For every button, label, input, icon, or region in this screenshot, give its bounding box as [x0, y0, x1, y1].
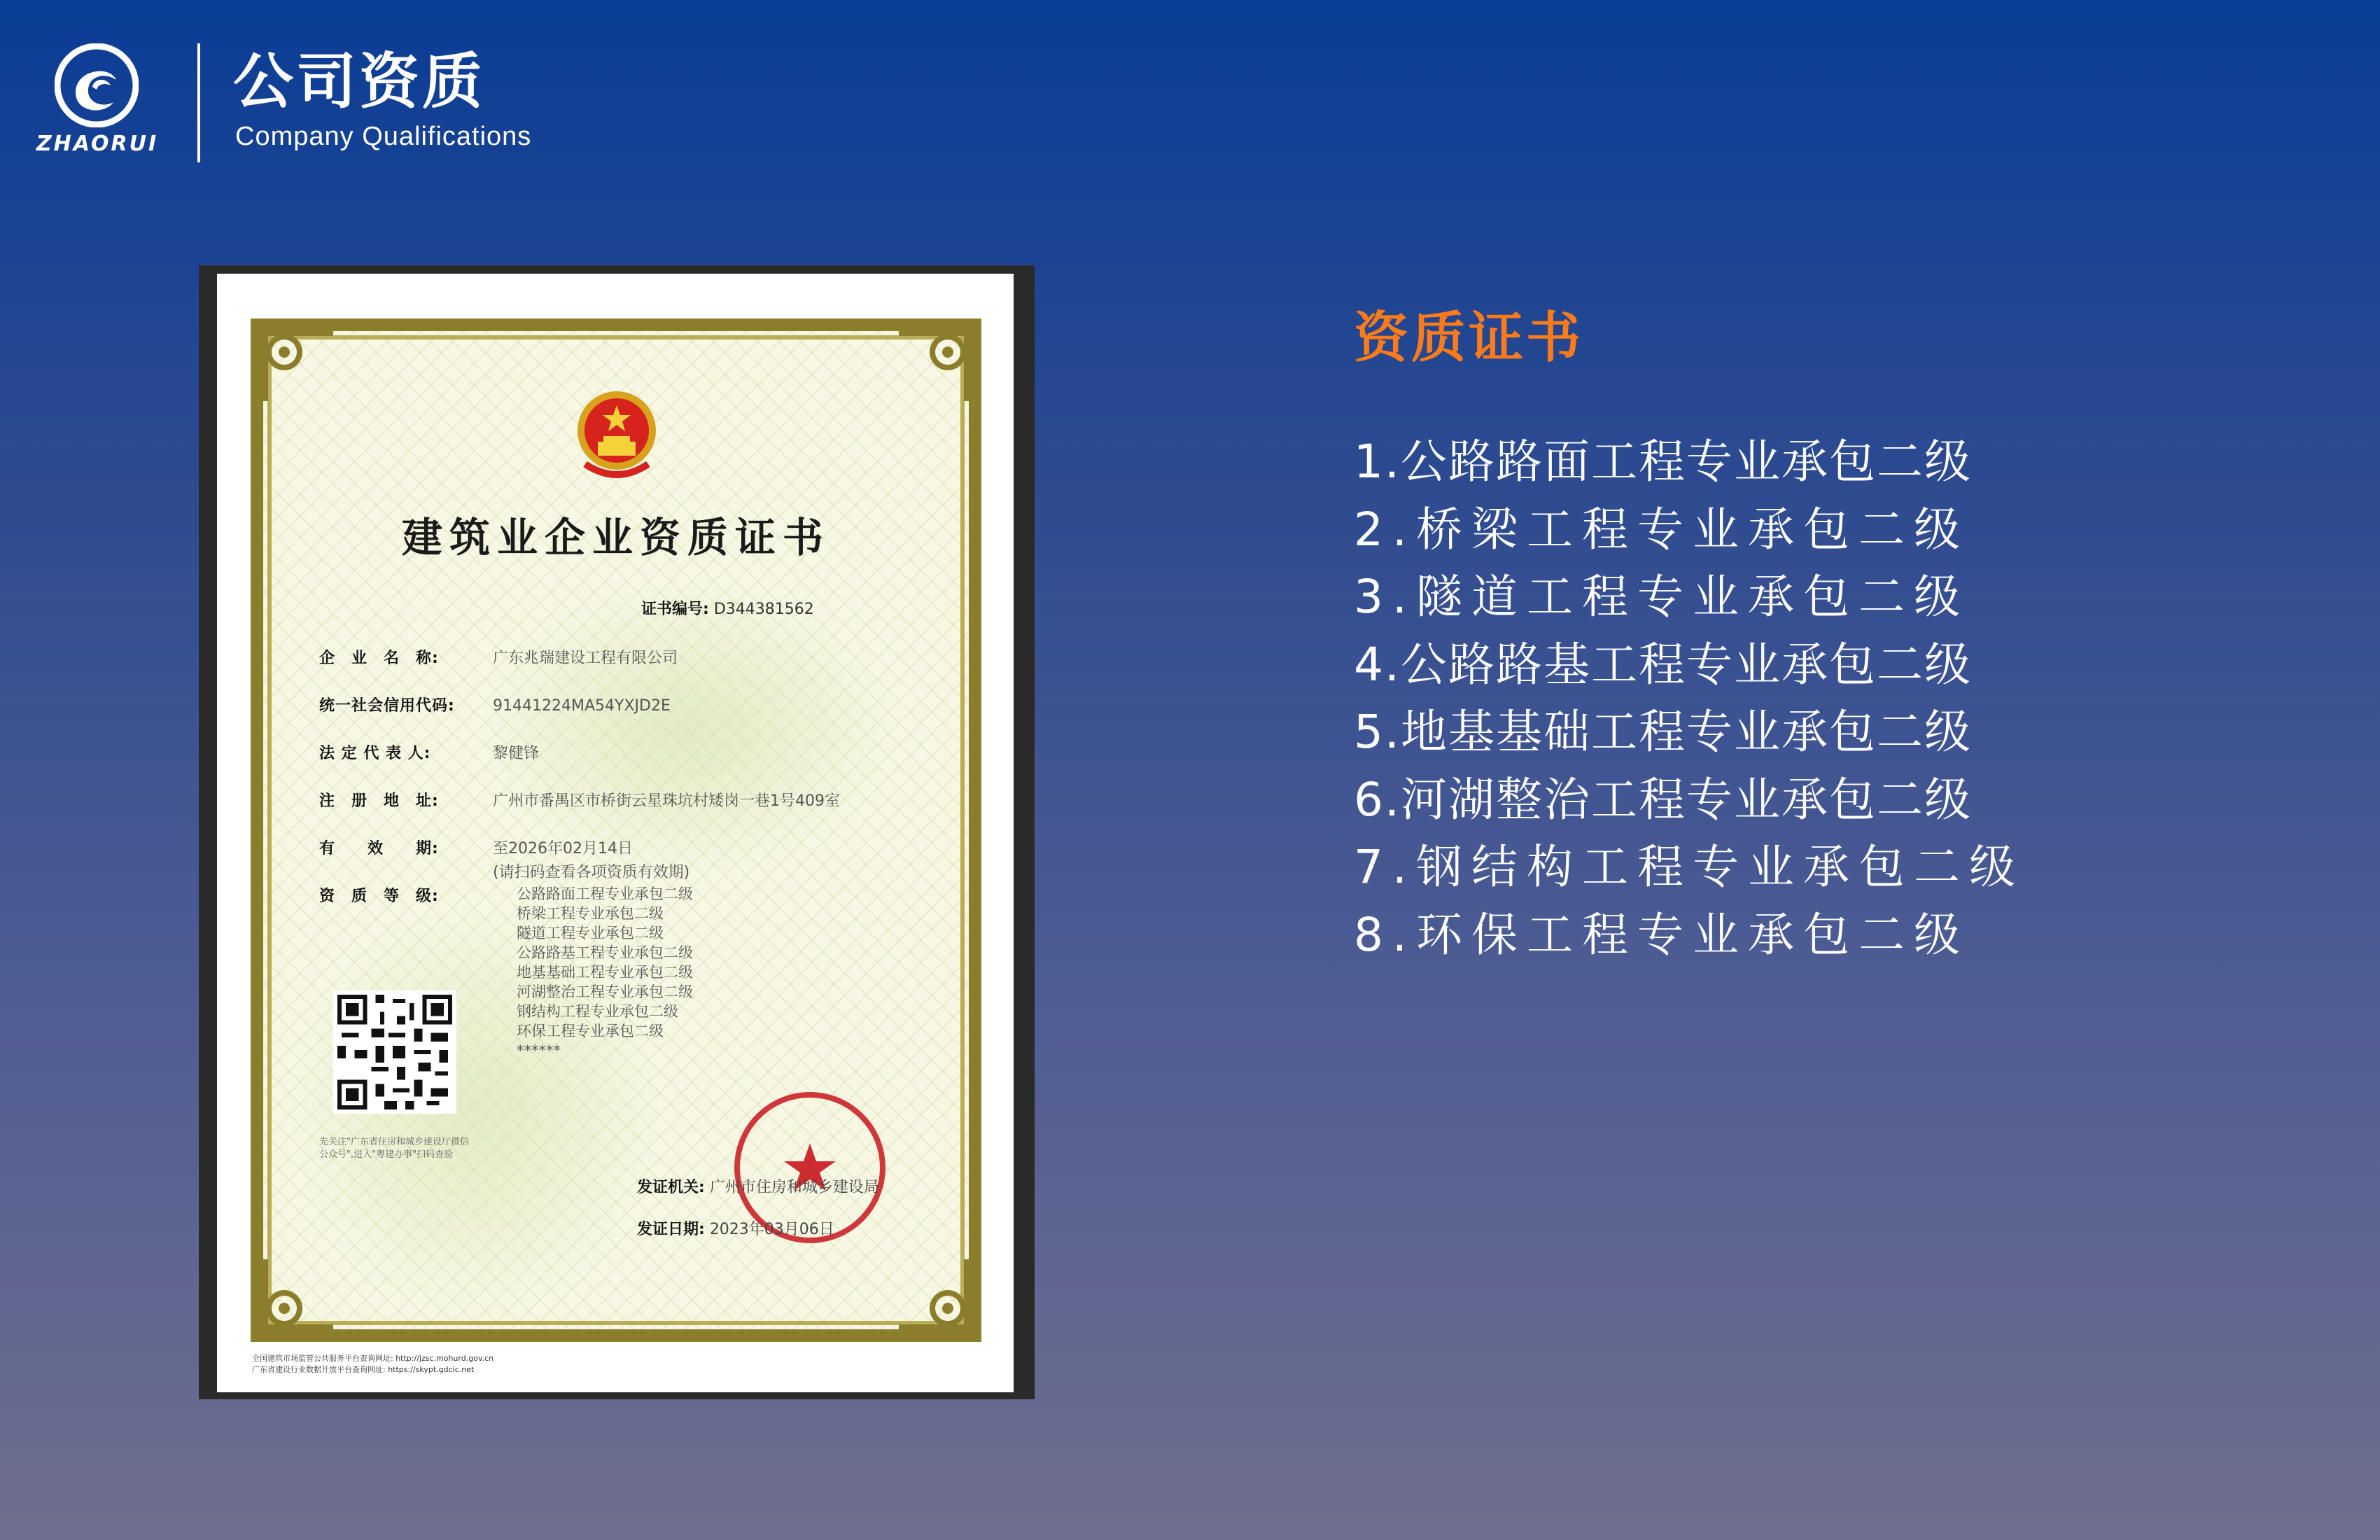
field-company-name [319, 646, 678, 668]
certificate-number-label: 证书编号: [641, 601, 709, 618]
qualification-item: 2.桥梁工程专业承包二级 [1354, 502, 1969, 556]
field-label: 有 效 期: [319, 840, 439, 858]
field-label: 统一社会信用代码: [319, 697, 455, 715]
qualification-item: 7.钢结构工程专业承包二级 [1354, 840, 2024, 894]
ornament-corner-icon [892, 324, 976, 408]
issuer-label: 发证机关: [637, 1179, 705, 1196]
footnote-line: 广东省建设行业数据开放平台查询网址: https://skypt.gdcic.net [252, 1365, 475, 1374]
level-item: 隧道工程专业承包二级 [517, 925, 664, 941]
qr-code-icon [333, 990, 456, 1114]
level-item: 环保工程专业承包二级 [517, 1023, 664, 1040]
level-item: 钢结构工程专业承包二级 [517, 1003, 678, 1020]
national-emblem-icon [571, 387, 662, 485]
issue-date-label: 发证日期: [637, 1221, 705, 1238]
level-item: 公路路基工程专业承包二级 [517, 944, 693, 961]
qualification-heading: 资质证书 [1354, 307, 1584, 370]
page-title: 公司资质 [233, 47, 485, 117]
level-item: 公路路面工程专业承包二级 [517, 886, 693, 902]
field-validity [319, 836, 633, 858]
certificate-issuer [637, 1175, 879, 1197]
brand-wordmark: ZHAORUI [36, 132, 159, 156]
field-value: 广东兆瑞建设工程有限公司 [493, 650, 678, 667]
certificate-paper [217, 274, 1014, 1392]
certificate-issue-date [637, 1217, 834, 1239]
field-value: (请扫码查看各项资质有效期) [493, 864, 690, 881]
certificate-footnote [252, 1353, 493, 1376]
certificate-body [251, 318, 981, 1342]
certificate-number-value: D344381562 [713, 601, 814, 618]
ornament-corner-icon [892, 1252, 976, 1336]
issue-date-value: 2023年03月06日 [709, 1221, 834, 1238]
ornament-corner-icon [256, 324, 340, 408]
qualification-item: 6.河湖整治工程专业承包二级 [1354, 772, 1972, 827]
field-validity-note [319, 860, 690, 882]
field-address [319, 789, 840, 811]
certificate-level-list [517, 884, 693, 1060]
level-item: ****** [517, 1042, 561, 1059]
footnote-line: 全国建筑市场监管公共服务平台查询网址: http://jzsc.mohurd.gov.cn [252, 1354, 494, 1363]
field-value: 广州市番禺区市桥街云星珠坑村矮岗一巷1号409室 [493, 792, 840, 810]
field-label: 企 业 名 称: [319, 650, 439, 667]
level-item: 地基基础工程专业承包二级 [517, 964, 693, 981]
page-subtitle: Company Qualifications [235, 122, 532, 151]
issuer-value: 广州市住房和城乡建设局 [709, 1179, 879, 1196]
field-label: 注 册 地 址: [319, 792, 439, 810]
qualification-list [1354, 428, 2024, 969]
level-item: 河湖整治工程专业承包二级 [517, 983, 693, 1000]
field-credit-code [319, 694, 671, 715]
qualification-item: 4.公路路基工程专业承包二级 [1354, 637, 1972, 692]
field-value: 91441224MA54YXJD2E [493, 697, 671, 715]
certificate-title: 建筑业企业资质证书 [401, 514, 830, 561]
ornament-corner-icon [256, 1252, 340, 1336]
field-label: 法 定 代 表 人: [319, 745, 431, 762]
qr-note: 先关注"广东省住房和城乡建设厅微信公众号",进入"粤建办事"扫码查验 [319, 1137, 469, 1160]
qualification-item: 3.隧道工程专业承包二级 [1354, 570, 1969, 624]
qualification-item: 8.环保工程专业承包二级 [1354, 907, 1969, 962]
field-value: 黎健锋 [493, 745, 540, 762]
level-item: 桥梁工程专业承包二级 [517, 905, 664, 922]
qualification-item: 5.地基基础工程专业承包二级 [1354, 705, 1972, 759]
qualification-item: 1.公路路面工程专业承包二级 [1354, 435, 1972, 489]
field-value: 至2026年02月14日 [493, 840, 633, 858]
certificate-number [641, 597, 814, 619]
field-label: 资 质 等 级: [319, 888, 439, 905]
field-qualification-level [319, 884, 493, 906]
certificate-frame [199, 265, 1035, 1399]
header-divider [197, 43, 200, 162]
field-legal-rep [319, 741, 539, 763]
zhaorui-logo-icon [55, 43, 139, 127]
